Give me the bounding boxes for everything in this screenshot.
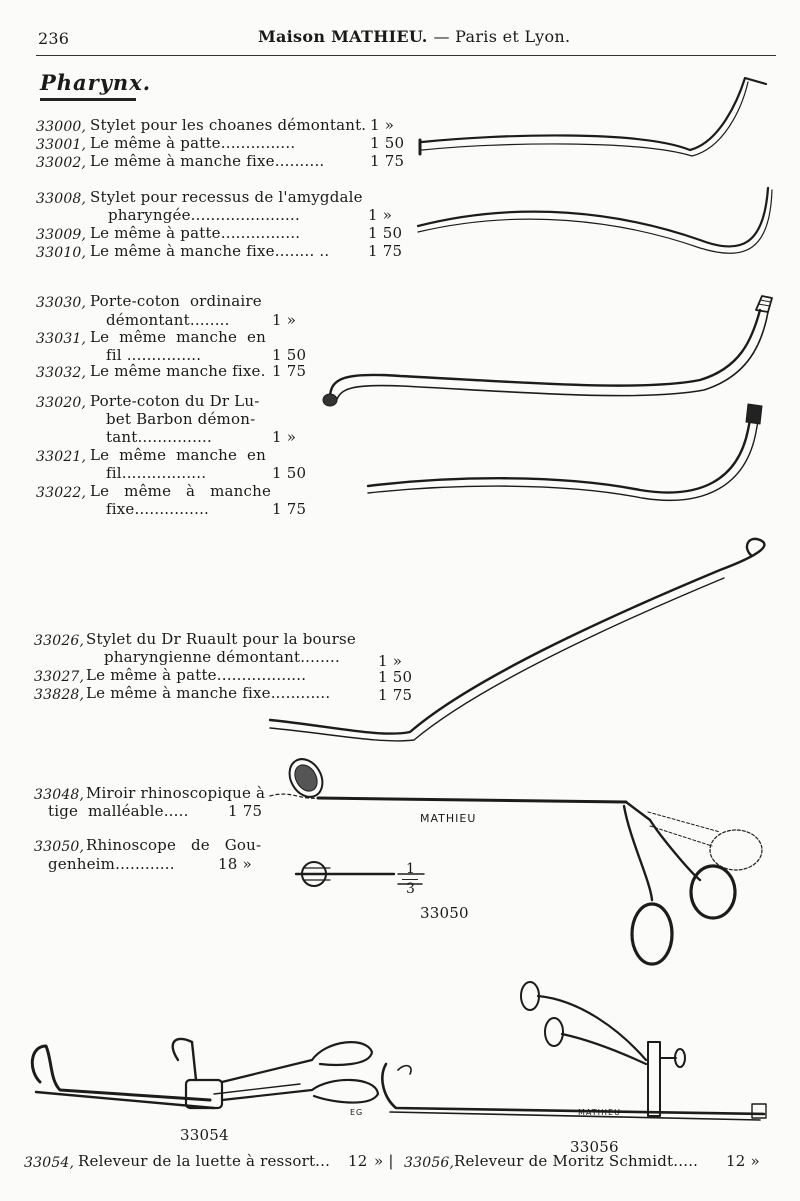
item-description: Le même à patte............... (90, 134, 296, 152)
item-description: Miroir rhinoscopique à (86, 784, 266, 802)
item-code: 33009, (36, 227, 87, 243)
figure-caption-33050: 33050 (420, 904, 469, 922)
item-code: 33001, (36, 137, 87, 153)
item-code: 33027, (34, 669, 85, 685)
stylet-choanes-image (420, 78, 766, 156)
item-description: tige malléable..... (48, 802, 189, 820)
item-price: 1 50 (370, 134, 405, 152)
item-description: fixe............... (106, 500, 210, 518)
figure-caption-33054: 33054 (180, 1126, 229, 1144)
footer-separator: » | (374, 1152, 394, 1170)
item-price: 1 75 (272, 500, 307, 518)
item-code: 33000, (36, 119, 87, 135)
footer-right-code: 33056, (404, 1155, 455, 1171)
figure-caption-33056: 33056 (570, 1138, 619, 1156)
item-description: Le même manche fixe. (90, 362, 266, 380)
item-description: Le même à manche (90, 482, 272, 500)
item-description: Stylet pour recessus de l'amygdale (90, 188, 363, 206)
engraved-brand-label: MATHIEU (420, 812, 477, 825)
header-suffix: — Paris et Lyon. (433, 27, 571, 46)
item-code: 33026, (34, 633, 85, 649)
item-description: Le même manche en (90, 446, 266, 464)
item-description: pharyngienne démontant........ (104, 648, 340, 666)
item-description: Rhinoscope de Gou- (86, 836, 262, 854)
item-price: 1 50 (272, 464, 307, 482)
item-code: 33020, (36, 395, 87, 411)
item-description: démontant........ (106, 311, 230, 329)
scale-fraction-denominator: 3 (406, 881, 416, 897)
item-code: 33002, (36, 155, 87, 171)
item-description: Le même à patte................ (90, 224, 301, 242)
item-description: Le même à patte.................. (86, 666, 307, 684)
item-price: 1 50 (368, 224, 403, 242)
item-price: 1 » (272, 311, 297, 329)
header-prefix: Maison (258, 27, 326, 46)
engraved-initials: EG (350, 1108, 364, 1117)
item-price: 1 75 (368, 242, 403, 260)
item-code: 33048, (34, 787, 85, 803)
porte-coton-lubet-barbon-image (368, 404, 762, 500)
item-price: 1 75 (370, 152, 405, 170)
header-brand: MATHIEU. (331, 27, 428, 46)
item-description: Le même à manche fixe............ (86, 684, 331, 702)
item-description: Stylet du Dr Ruault pour la bourse (86, 630, 356, 648)
item-code: 33021, (36, 449, 87, 465)
item-code: 33008, (36, 191, 87, 207)
item-price: 1 50 (272, 346, 307, 364)
releveur-luette-image (32, 1039, 378, 1108)
footer-right-description: Releveur de Moritz Schmidt..... (454, 1152, 699, 1170)
item-code: 33030, (36, 295, 87, 311)
item-code: 33022, (36, 485, 87, 501)
item-description: Le même à manche fixe........ .. (90, 242, 330, 260)
item-code: 33050, (34, 839, 85, 855)
item-code: 33032, (36, 365, 87, 381)
item-description: Stylet pour les choanes démontant. (90, 116, 367, 134)
item-description: bet Barbon démon- (106, 410, 256, 428)
page-number: 236 (38, 29, 70, 48)
item-code: 33031, (36, 331, 87, 347)
item-price: 1 75 (378, 686, 413, 704)
footer-left-code: 33054, (24, 1155, 75, 1171)
stylet-ruault-image (270, 539, 764, 741)
item-description: pharyngée...................... (108, 206, 300, 224)
item-price: 1 » (370, 116, 395, 134)
item-price: 1 » (368, 206, 393, 224)
item-price: 1 50 (378, 668, 413, 686)
item-price: 1 75 (228, 802, 263, 820)
releveur-moritz-schmidt-image (382, 982, 766, 1120)
item-description: fil ............... (106, 346, 202, 364)
item-description: Le même à manche fixe.......... (90, 152, 325, 170)
item-price: 1 » (272, 428, 297, 446)
footer-left-price: 12 (348, 1152, 368, 1170)
item-price: 1 » (378, 652, 403, 670)
engraved-brand-label-small: MATHIEU (578, 1108, 621, 1117)
item-price: 1 75 (272, 362, 307, 380)
stylet-amygdale-image (418, 188, 772, 253)
item-code: 33828, (34, 687, 85, 703)
footer-left-description: Releveur de la luette à ressort... (78, 1152, 331, 1170)
item-description: Le même manche en (90, 328, 266, 346)
item-description: genheim............ (48, 855, 175, 873)
item-description: Porte-coton du Dr Lu- (90, 392, 260, 410)
item-description: fil................. (106, 464, 207, 482)
footer-right-price: 12 » (726, 1152, 760, 1170)
item-price: 18 » (218, 855, 252, 873)
item-description: Porte-coton ordinaire (90, 292, 262, 310)
porte-coton-ordinaire-image (323, 296, 772, 406)
item-description: tant............... (106, 428, 212, 446)
section-title: Pharynx. (40, 70, 152, 95)
scale-fraction-numerator: 1 (406, 861, 416, 877)
item-code: 33010, (36, 245, 87, 261)
rhinoscope-gougenheim-image (270, 753, 762, 964)
